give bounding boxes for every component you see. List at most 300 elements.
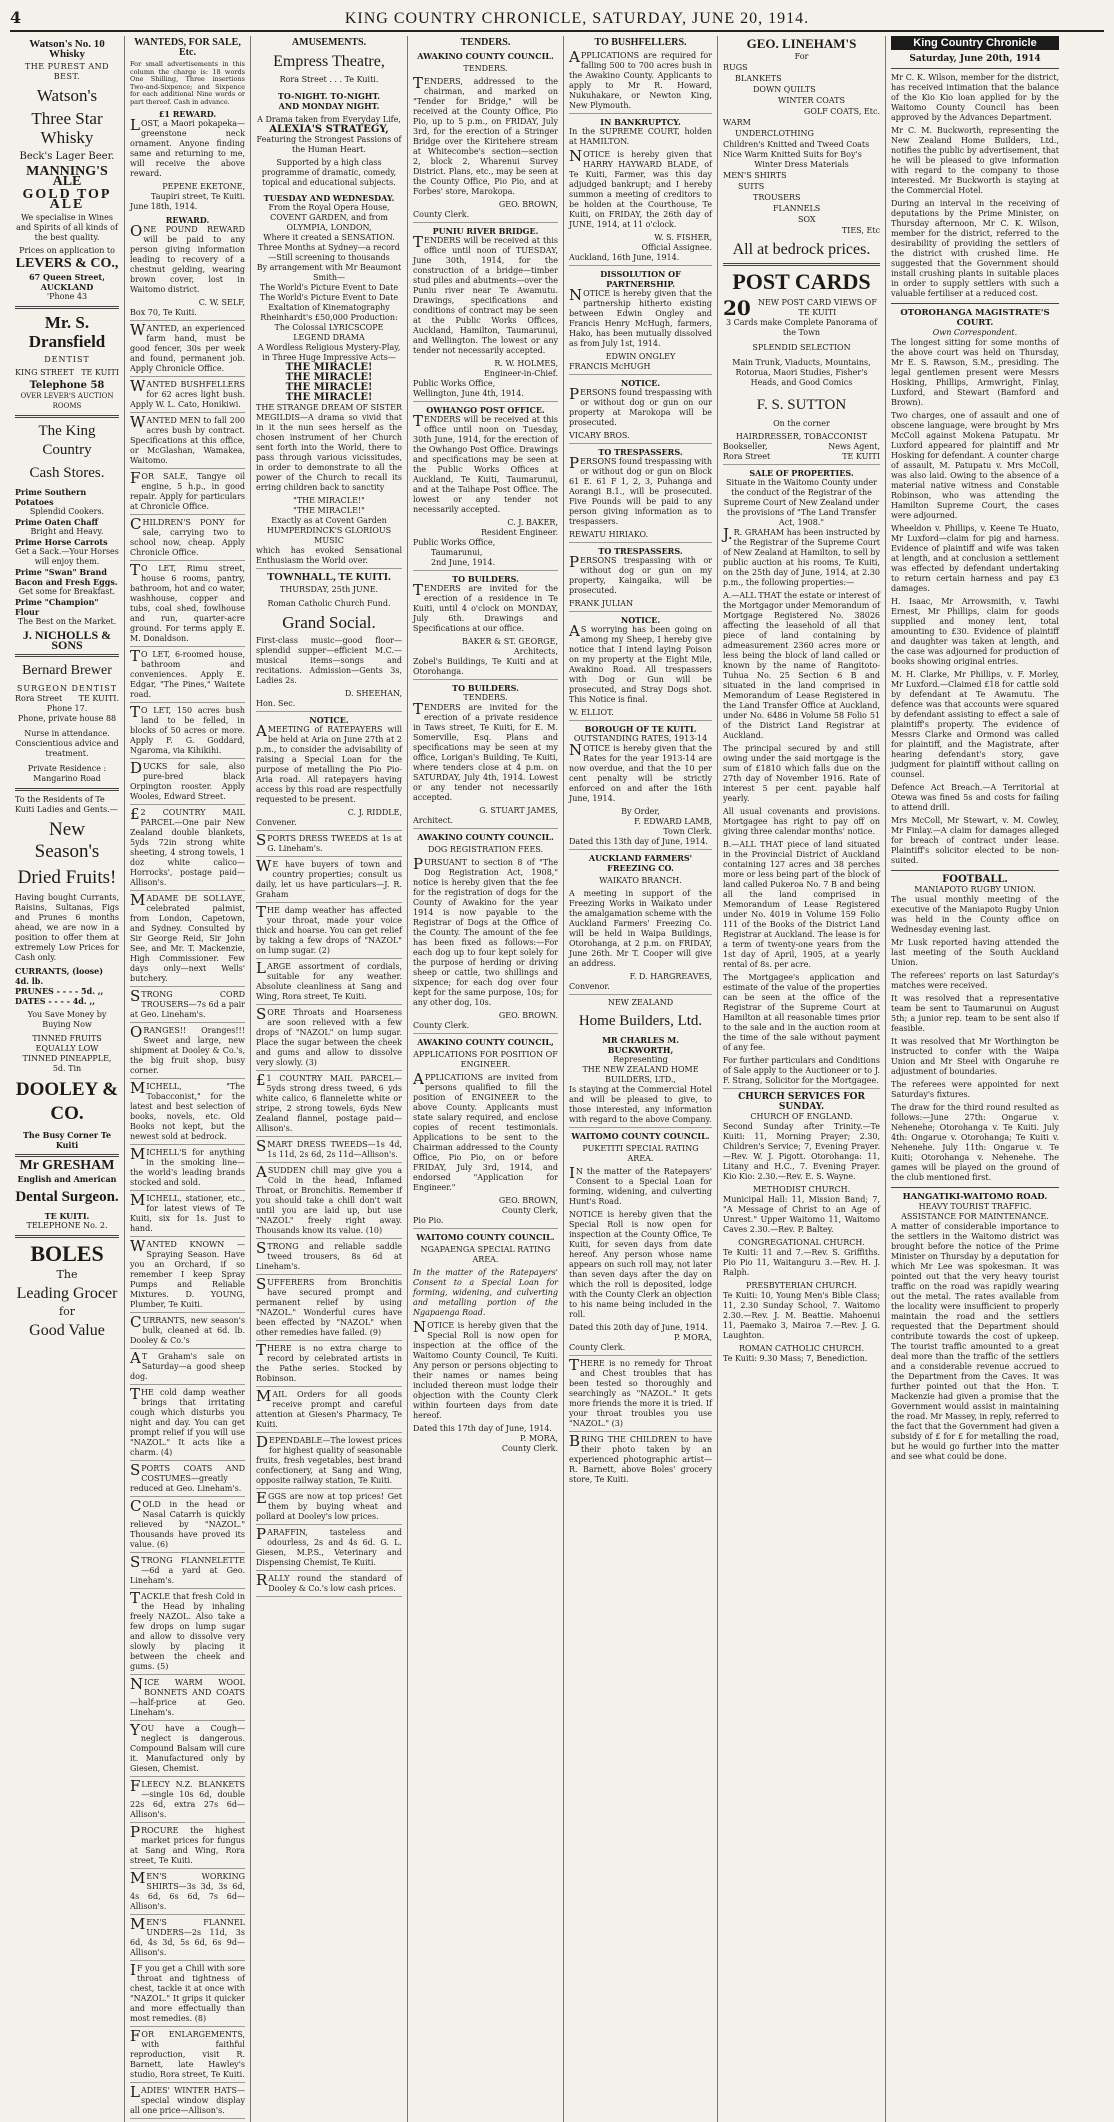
prime-chaff: Prime Oaten Chaff	[15, 517, 99, 527]
divider	[891, 68, 1059, 69]
cash-stores-line1: The King Country	[38, 423, 96, 458]
classified-ad: COLD in the head or Nasal Catarrh is quickly relieved by "NAZOL." Thousands have proved its value. (6)	[130, 1500, 245, 1553]
bridge-tender: TENDERS, addressed to the chairman, and marked on "Tender for Bridge," will be received at the County Office, Pio Pio, up to 5 p.m., on FRIDAY, July 3rd, for the erection of a Stringer Bridge over the Kiritehere stream at Whitecombe's section—section 2, block 2, Wharenui Survey District. Plans, etc., may be seen at the County Office, Pio Pio, and at Forbes' store, Marokopa.	[413, 74, 558, 196]
miracle-2: THE MIRACLE!	[285, 372, 373, 383]
sutton-address	[723, 452, 880, 465]
classified-ads	[130, 321, 245, 2119]
colossal-drama: The Colossal LYRICSCOPE LEGEND DRAMA	[274, 323, 384, 342]
boles-the: The	[56, 1268, 78, 1281]
winter-dress: Winter Dress Materials	[754, 160, 849, 169]
stuart-james: G. STUART JAMES,	[479, 806, 558, 815]
brewer-title: SURGEON DENTIST	[16, 684, 118, 693]
sale-situate: Situate in the Waitomo County under the conduct of the Registrar of the Supreme Court of New Zealand under the provisions of "The Land Transfer Act, 1908."	[723, 478, 880, 527]
court-p4: The longest sitting for some months of the above court was held on Thursday, Mr E. S. Rawson, S.M., presiding. The legal gentlemen present were Messrs Hosking, Phillips, Armwright, Finlay, Luxford, and Stewart (Bamford and Brown).	[891, 338, 1059, 407]
football-p16: The referees were appointed for next Saturday's fixtures.	[891, 1080, 1059, 1099]
divider	[15, 306, 119, 309]
congregational-body: Te Kuiti: 11 and 7.—Rev. S. Griffiths. Pio Pio 11, Waitanguru 3.—Rev. H. J. Ralph.	[723, 1248, 880, 1277]
column-1	[10, 36, 125, 2122]
busy-corner: The Busy Corner Te Kuiti	[22, 1130, 112, 1150]
outstanding-rates: OUTSTANDING RATES, 1913-14	[573, 734, 708, 743]
amusements-header: AMUSEMENTS.	[291, 37, 367, 48]
court-p5: Two charges, one of assault and one of obscene language, were brought by Mrs McColl against Mokena Patupatu. Mr Luxford appeared for plaintiff and Mr Hosking for defendant. A counter charge of assault, M. Patupatu v. Mrs McColl, was also laid. Owing to the absence of a material native witness and Constable Robinson, who was attending the Hamilton Supreme Court, the cases were adjourned.	[891, 411, 1059, 520]
brewer-address	[15, 694, 119, 704]
football-p13: The referees' reports on last Saturday's matches were received.	[891, 971, 1059, 990]
divider	[15, 1235, 119, 1238]
boles-name: BOLES	[30, 1241, 104, 1266]
official-assignee: Official Assignee.	[641, 243, 712, 252]
mora: P. MORA,	[674, 1333, 712, 1342]
miracle-3: THE MIRACLE!	[285, 382, 373, 393]
lot-b: B.—ALL THAT piece of land situated in the Provincial District of Auckland containing 127 acres and 38 perches more or less being part of the block of land called Pukeroa No. 7 B and being all the land comprised in Memorandum of Lease Registered under No. 4019 in Volume 159 Folio 111 of the Books of the District Land Registrar at Auckland. The lease is for a term of twenty-one years from the 1st day of April, 1905, at a yearly rental of 8s. per acre.	[723, 840, 880, 969]
dransfield-telephone: Telephone 58	[29, 380, 105, 391]
prime-carrots-sub: Get a Sack.—Your Horses will enjoy them.	[15, 547, 119, 566]
waikato-branch: WAIKATO BRANCH.	[599, 876, 682, 885]
to-builders-1: TO BUILDERS.	[452, 574, 519, 584]
dates-price: DATES - - - - 4d. ,,	[15, 996, 96, 1006]
hangatiki-p18: A matter of considerable importance to the settlers in the Waitomo district was brought before the notice of the Prime Minister on Thursday by a deputation for which Mr Lee was spokesman. It was pointed out that the very heavy tourist traffic on the road was rapidly wearing out the metal. The rates available from the locality were insufficient to properly maintain the road and the settlers requested that the Department should contribute towards the cost of upkeep. The tourist traffic amounted to a great deal more than the traffic of the settlers and a considerable revenue accrued to the Department from the Caves. It was further pointed out that the Hon. T. Mackenzie had given a promise that the Government would assist in maintaining the road. Mr Massey, in reply, referred to the fact that the Government had given a subsidy of £ for £ for metalling the road, but he would go further into the matter and see what could be done.	[891, 1222, 1059, 1461]
puketiti-matter: IN the matter of the Ratepayers' Consent to a Special Loan for forming, widening, and culverting Hunt's Road.	[569, 1164, 712, 1206]
enthusiasm: which has evoked Sensational Enthusiasm the World over.	[256, 546, 402, 569]
new-season-line2: Dried Fruits!	[17, 867, 117, 888]
classified-ads	[256, 831, 402, 1597]
levers-phone: 'Phone 43	[46, 292, 88, 301]
classified-ad: LARGE assortment of cordials, suitable for any weather. Absolute cleanliness at Sang and Wing, Rora street, Te Kuiti.	[256, 962, 402, 1005]
monday-night: AND MONDAY NIGHT.	[278, 101, 380, 111]
architects: Architects,	[513, 647, 558, 656]
classified-ad: THERE is no extra charge to record by celebrated artists in the Pathe series. Stocked by Robinson.	[256, 1344, 402, 1387]
dissolution-header: DISSOLUTION OF PARTNERSHIP.	[600, 269, 681, 289]
dransfield-name: Mr. S. Dransfield	[28, 313, 106, 351]
public-works-office: Public Works Office,	[413, 379, 496, 388]
conscientious-text: Conscientious advice and treatment.	[15, 739, 119, 758]
classified-ad: FLEECY N.Z. BLANKETS—single 10s 6d, double 22s 6d, extra 27s 6d—Allison's.	[130, 1780, 245, 1823]
owhango-body: TENDERS will be received at this office until noon on Tuesday, 30th June, 1914, for the erection of the Owhango Post Office. Drawings and specifications may be seen at the Public Works Offices at Auckland, Te Kuiti, Taumarunui, and at the Taihape Post Office. The lowest or any tender not necessarily accepted.	[413, 412, 558, 514]
classified-ad: MICHELL'S for anything in the smoking line—the world's leading brands stocked and sold.	[130, 1148, 245, 1191]
classified-ad: CURRANTS, new season's bulk, cleaned at 6d. lb. Dooley & Co.'s	[130, 1316, 245, 1349]
to-builders-2: TO BUILDERS.	[452, 683, 519, 693]
twenty: 20	[723, 296, 751, 320]
watson-ad-sub: THE PUREST AND BEST.	[24, 62, 110, 81]
classified-ad: TO LET, 150 acres bush land to be felled, in blocks of 50 acres or more. Apply F. G. Goddard, Ngaroma, via Kihikihi.	[130, 706, 245, 759]
classified-ad: RALLY round the standard of Dooley & Co.'s low cash prices.	[256, 1574, 402, 1597]
prime-chaff-sub: Bright and Heavy.	[30, 527, 104, 536]
save-money-text: You Save Money by Buying Now	[27, 1010, 107, 1029]
lot-b-particulars: For further particulars and Conditions of Sale apply to the Auctioneer or to J. F. Strang, Solicitor for the Mortgagee.	[723, 1056, 880, 1089]
dransfield-dentist: DENTIST	[44, 355, 90, 364]
new-cards-row	[723, 298, 880, 318]
by-order: By Order,	[621, 807, 660, 816]
specialise-text: We specialise in Wines and Spirits of all kinds of the best quality.	[16, 213, 118, 242]
cash-stores-line2: Cash Stores.	[29, 465, 105, 481]
classified-ad: STRONG and reliable saddle tweed trousers, 8s 6d at Lineham's.	[256, 1242, 402, 1275]
owhango-date: 2nd June, 1914.	[413, 558, 558, 571]
supreme-court: In the SUPREME COURT, holden at HAMILTON.	[569, 127, 712, 146]
taumarunui: Taumarunui,	[431, 548, 483, 557]
court-p7: H. Isaac, Mr Arrowsmith, v. Tawhi Ernest, Mr Phillips, claim for goods supplied and money lent, total amounting to £30. Evidence of plaintiff and daughter was taken at length, and the case was adjourned for production of books showing original entries.	[891, 597, 1059, 666]
engineer-in-chief: Engineer-in-Chief.	[483, 369, 558, 378]
alexia-strategy: ALEXIA'S STRATEGY,	[269, 124, 389, 135]
supported-text: Supported by a high class programme of dramatic, comedy, topical and educational subjects.	[261, 158, 397, 187]
court-p9: Defence Act Breach.—A Territorial at Otewa was fined 5s and costs for failing to attend drill.	[891, 783, 1059, 812]
news-agent: News Agent,	[828, 442, 880, 451]
church-services: CHURCH SERVICES FOR SUNDAY.	[738, 1092, 865, 1112]
classified-ad: THE cold damp weather brings that irritating cough which disturbs you night and day. You can get prompt relief if you will use "NAZOL." It acts like a charm. (4)	[130, 1388, 245, 1461]
ngapaenga-dated: Dated this 17th day of June, 1914.	[413, 1424, 552, 1433]
good-value: Good Value	[29, 1322, 105, 1339]
sensation: Where it created a SENSATION.	[263, 233, 395, 242]
buckworth-staying: Is staying at the Commercial Hotel and will be pleased to give, to those interested, any information with regard to the above Company.	[569, 1085, 712, 1128]
classified-ad: SORE Throats and Hoarseness are soon relieved with a few drops of "NAZOL" on lump sugar. Place the sugar between the cheek and gums and allow to dissolve very slowly. (3)	[256, 1008, 402, 1071]
rora-street: Rora Street	[723, 452, 771, 461]
brewer-phone: Phone 17.	[46, 704, 88, 713]
reward-one-pound: £1 REWARD.	[158, 109, 217, 119]
private-residence: Private Residence : Mangarino Road	[27, 764, 107, 783]
bring-children-ad: BRING THE CHILDREN to have their photo taken by an experienced photographic artist—R. Barnett, above Boles' grocery store, Te Kuiti.	[569, 1432, 712, 1484]
strange-dream: THE STRANGE DREAM OF SISTER MEGILDIS—A drama so vivid that in it the nun sees herself as the chosen instrument of her Church sent forth into the World, there to pass through various vicissitudes, in order to demonstrate to all the power of the Church to recall its erring children back to sanctity	[256, 403, 402, 492]
prime-potatoes-sub: Splendid Cookers.	[29, 507, 105, 516]
childrens-coats: Children's Knitted and Tweed Coats	[723, 140, 870, 149]
gresham-name: Mr GRESHAM	[19, 1158, 115, 1173]
over-levers: OVER LEVER'S AUCTION ROOMS	[20, 392, 114, 410]
editorial-p3: During an interval in the receiving of deputations by the Prime Minister, on Thursday afternoon, Mr C. K. Wilson, member for the district, referred to the desirability of providing the settlers of the district with crushed lime. He suggested that the Government should install crushing plants in suitable places in order to supply settlers with such a valuable fertiliser at a reduced cost.	[891, 199, 1059, 298]
maniapoto-union: MANIAPOTO RUGBY UNION.	[914, 885, 1036, 894]
column-6	[718, 36, 886, 2122]
classified-ad: IF you get a Chill with sore throat and tightness of chest, tackle it at once with "NAZOL." It grips it quicker and more effectually than most remedies. (8)	[130, 1964, 245, 2027]
methodist-body: Municipal Hall: 11, Mission Band; 7, "A Message of Christ to an Age of Unrest." Upper Waitomo 11, Waitomo Caves 2.30.—Rev. P. Baltey.	[723, 1195, 880, 1234]
waitomo-council: WAITOMO COUNTY COUNCIL.	[416, 1232, 555, 1242]
tenders-2: TENDERS.	[463, 693, 508, 702]
mens-item: TROUSERS	[753, 193, 801, 202]
humperdinck: Exactly as at Covent Garden HUMPERDINCK'S GLORIOUS MUSIC	[266, 516, 392, 545]
gresham-telephone: TELEPHONE No. 2.	[26, 1221, 108, 1230]
awakino-council-3: AWAKINO COUNTY COUNCIL,	[417, 1037, 554, 1047]
engineer-applications: APPLICATIONS FOR POSITION OF ENGINEER.	[413, 1050, 558, 1069]
watson2-line1: Watson's	[36, 86, 98, 105]
classified-ad: SPORTS DRESS TWEEDS at 1s at G. Lineham's.	[256, 834, 402, 857]
heavy-traffic: HEAVY TOURIST TRAFFIC.	[918, 1202, 1032, 1211]
leading-grocer: Leading Grocer	[16, 1285, 118, 1302]
views-list: Main Trunk, Viaducts, Mountains, Rotorua, Maori Studies, Fisher's Heads, and Good Comics	[732, 358, 871, 387]
court-p6: Wheeldon v. Phillips, v. Keene Te Huato, Mr Luxford—claim for pig and harness. Evidence of plaintiff and wife was taken at length, and at conclusion a settlement was effected by defendant undertaking to return certain harness and pay £3 damages.	[891, 524, 1059, 593]
trespassers-2: TO TRESPASSERS.	[598, 546, 683, 556]
classified-ad: MICHELL, "The Tobacconist," for the latest and best selection of books, novels, etc. Old Books not kept, but the newest sold at bedrock.	[130, 1082, 245, 1145]
miracle-6: "THE MIRACLE!"	[293, 506, 365, 515]
te-kuiti: TE KUITI.	[78, 694, 119, 703]
ratepayers-meeting: AMEETING of RATEPAYERS will be held at Aria on June 27th at 2 p.m., to consider the advisability of raising a Special Loan for the purpose of metalling the Pio Pio-Aria road. All ratepayers having access by this road are respectfully requested to be present.	[256, 722, 402, 804]
notice-header: NOTICE.	[309, 715, 349, 725]
owhango: OWHANGO POST OFFICE.	[426, 405, 545, 415]
lot-b-mortgagee: The Mortgagee's application and estimate of the value of the properties can be seen at the office of the Registrar of the Supreme Court at Hamilton at all reasonable times prior to the sale and in the auction room at the time of the sale without payment of any fee.	[723, 973, 880, 1052]
trespassers-1-body: PERSONS found trespassing with or without dog or gun on Block 61 E. 61 F 1, 2, 3, Puhanga and Aorangi B.1., will be prosecuted. Five Pounds will be paid to any person giving information as to trespassers.	[569, 454, 712, 526]
bankruptcy-body: NOTICE is hereby given that HARRY HAYWARD BLADE, of Te Kuiti, Farmer, was this day adjudged bankrupt; and I hereby summon a meeting of creditors to be holden at the Courthouse, Te Kuiti, on FRIDAY, the 26th day of JUNE, 1914, at 11 o'clock.	[569, 147, 712, 229]
drama-intro: A Drama taken from Everyday Life,	[257, 115, 401, 124]
classified-ad: WANTED BUSHFELLERS for 62 acres light bush. Apply W. L. Cato, Honikiwi.	[130, 380, 245, 413]
classified-ad: YOU have a Cough—neglect is dangerous. Compound Balsam will cure it. Manufactured only by Giesen, Chemist.	[130, 1724, 245, 1777]
lineham-item: GOLF COATS, Etc.	[803, 107, 880, 116]
mens-item: SOX	[798, 215, 816, 224]
holmes: R. W. HOLMES,	[494, 359, 558, 368]
classified-ad: STRONG CORD TROUSERS—7s 6d a pair at Geo. Lineham's.	[130, 990, 245, 1023]
hangatiki-header: HANGATIKI-WAITOMO ROAD.	[902, 1192, 1048, 1202]
county-clerk-4: County Clerk.	[501, 1444, 558, 1453]
reward-header: REWARD.	[165, 215, 210, 225]
classified-ad: STRONG FLANNELETTE—6d a yard at Geo. Lineham's.	[130, 1556, 245, 1589]
divider	[15, 654, 119, 657]
miracle-5: "THE MIRACLE!"	[293, 496, 365, 505]
lost-notice: LOST, a Maori pokapeka—greenstone neck ornament. Anyone finding same and returning to me, will receive the above reward.	[130, 116, 245, 178]
county-clerk-2: County Clerk.	[413, 1021, 558, 1034]
classified-ad: WANTED KNOWN — Spraying Season. Have you an Orchard, if so remember I keep Spray Pumps and Reliable Mixtures. D. YOUNG, Plumber, Te Kuiti.	[130, 1240, 245, 1313]
mens-item: MEN'S SHIRTS	[723, 171, 787, 180]
sale-properties: SALE OF PROPERTIES.	[749, 468, 854, 478]
masthead	[10, 8, 1104, 32]
currants-price: CURRANTS, (loose) 4d. lb.	[15, 966, 104, 986]
chronicle-banner: King Country Chronicle	[891, 36, 1059, 50]
lost-date: June 18th, 1914.	[130, 202, 198, 211]
classified-ad: WANTED MEN to fall 200 acres bush by contract. Specifications at this office, or McGlashan, Wamakea, Waitomo.	[130, 416, 245, 469]
vicary-bros: VICARY BROS.	[569, 431, 712, 444]
from-royal: From the Royal Opera House, COVENT GARDEN, and from OLYMPIA, LONDON,	[268, 203, 390, 232]
classified-ad: ASUDDEN chill may give you a Cold in the head, Inflamed Throat, or Bronchitis. Remember if you should take a chill don't wait until you are laid up, but use "NAZOL" freely right away. Thousands know its value. (10)	[256, 1166, 402, 1239]
classified-ad: CHILDREN'S PONY for sale, carrying two to school now, cheap. Apply Chronicle Office.	[130, 518, 245, 561]
presbyterian-body: Te Kuiti: 10, Young Men's Bible Class; 11, 2.30 Sunday School, 7. Waitomo 2.30.—Rev. J. M. Beattie. Mahoenui 11, Paemako 3, Mairoa 7.—Rev. J. G. Laughton.	[723, 1291, 880, 1340]
auckland-date: Auckland, 16th June, 1914.	[569, 253, 712, 266]
sutton-trades	[723, 442, 880, 452]
classified-ad: AT Graham's sale on Saturday—a good sheep dog.	[130, 1352, 245, 1385]
classified-ad: NICE WARM WOOL BONNETS AND COATS—half-price at Geo. Lineham's.	[130, 1678, 245, 1721]
lost-address: Taupiri street, Te Kuiti.	[151, 192, 245, 201]
three-months: Three Months at Sydney—a record—Still screening to thousands	[258, 243, 400, 262]
divider	[891, 870, 1059, 871]
dog-fees-body: PURSUANT to section 8 of "The Dog Registration Act, 1908," notice is hereby given that the fee for the registration of dogs for the County of Awakino for the year 1914 is now payable to the Registrar of Dogs at the Office of the County. The amount of the fee has been fixed as follows:—For each dog up to four kept solely for the purpose of herding or driving sheep or cattle, two shillings and sixpence; for each dog over four kept for the same purpose, 10s; for any other dog, 10s.	[413, 855, 558, 1007]
classified-ad: WANTED, an experienced farm hand, must be good fencer, 30s per week and found, permanent job. Apply Chronicle Office.	[130, 324, 245, 377]
classified-ad: SMART DRESS TWEEDS—1s 4d, 1s 11d, 2s 6d, 2s 11d—Allison's.	[256, 1140, 402, 1163]
farmers-freezing: AUCKLAND FARMERS' FREEZING CO.	[588, 853, 693, 873]
mchugh: FRANCIS McHUGH	[569, 362, 712, 375]
lineham-item: BLANKETS	[735, 74, 782, 83]
editorial-date: Saturday, June 20th, 1914	[909, 54, 1041, 64]
wordless-play: A Wordless Religious Mystery-Play, in Three Huge Impressive Acts—	[257, 343, 401, 362]
by-arrangement: By arrangement with Mr Beaumont Smith—	[256, 263, 402, 282]
wanteds-header: WANTEDS, FOR SALE, Etc.	[134, 37, 241, 58]
church-of-england: CHURCH OF ENGLAND.	[750, 1112, 853, 1121]
bankruptcy-header: IN BANKRUPTCY.	[600, 117, 681, 127]
convener: Convener.	[256, 818, 402, 831]
bushfellers-body: APPLICATIONS are required for falling 500 to 700 acres bush in the Awakino County. Applicants to apply to Mr R. Howard, Nukuhakare, or Newton King, New Plymouth.	[569, 51, 712, 114]
ongley: EDWIN ONGLEY	[605, 352, 676, 361]
tonight-line: TO-NIGHT. TO-NIGHT.	[277, 91, 381, 101]
assistance-maintenance: ASSISTANCE FOR MAINTENANCE.	[901, 1212, 1049, 1221]
equally-low: EQUALLY LOW	[35, 1044, 99, 1053]
ngapaenga-area: NGAPAENGA SPECIAL RATING AREA.	[420, 1245, 551, 1264]
on-corner: On the corner	[773, 419, 830, 428]
thursday-date: THURSDAY, 25th JUNE.	[279, 585, 379, 594]
puketiti-area: PUKETITI SPECIAL RATING AREA.	[582, 1144, 699, 1163]
tenders-header: TENDERS.	[460, 37, 511, 48]
watson2-line2: Three Star Whisky	[31, 109, 103, 147]
column-2	[125, 36, 251, 2122]
classified-ad: LADIES' WINTER HATS—special window display all one price—Allison's.	[130, 2086, 245, 2119]
court-p10: Mrs McColl, Mr Stewart, v. M. Cowley, Mr Finlay.—A claim for damages alleged for breach of contract under lease. Plaintiff's solicitor elected to be non-suited.	[891, 816, 1059, 865]
editorial-p1: Mr C. K. Wilson, member for the district, has received intimation that the balance of the Kio Kio loan applied for by the Waitomo County Council has been approved by the Advances Department.	[891, 73, 1059, 122]
baker-st-george: BAKER & ST. GEORGE,	[461, 637, 558, 646]
divider	[15, 788, 119, 791]
builders-1-body: TENDERS are invited for the erection of a residence in Te Kuiti, until 4 o'clock on MONDAY, July 6th. Drawings and Specifications at our office.	[413, 581, 558, 633]
brown-3: GEO. BROWN,	[498, 1196, 558, 1205]
english-american: English and American	[17, 1174, 117, 1184]
football-p17: The draw for the third round resulted as follows:—June 27th: Ongarue v. Nehenehe; Otorohanga v. Te Kuiti. July 4th: Ongarue v. Otorohanga; Te Kuiti v. Nehenehe. July 11th: Ongarue v. Te Kuiti; Otorohanga v. Nehenehe. The games will be played on the ground of the club mentioned first.	[891, 1103, 1059, 1182]
classified-ad: MEN'S FLANNEL UNDERS—2s 11d, 3s 6d, 4s 3d, 5s 6d, 6s 9d—Allison's.	[130, 1918, 245, 1961]
classified-ad: MICHELL, stationer, etc., for latest views of Te Kuiti, six for 1s. Just to hand.	[130, 1194, 245, 1237]
baker: C. J. BAKER,	[507, 518, 558, 527]
dissolution-body: NOTICE is hereby given that the partnership hitherto existing between Edwin Ongley and Francis Henry McHugh, farmers, Hako, has been mutually dissolved as from July 1st, 1914.	[569, 286, 712, 348]
townhall: TOWNHALL, TE KUITI.	[267, 571, 391, 583]
football-p12: Mr Lusk reported having attended the last meeting of the South Auckland Union.	[891, 938, 1059, 967]
zobel-buildings: Zobel's Buildings, Te Kuiti and at Otorohanga.	[413, 657, 558, 680]
awakino-council: AWAKINO COUNTY COUNCIL.	[417, 51, 554, 61]
classified-ad: SPORTS COATS AND COSTUMES—greatly reduced at Geo. Lineham's.	[130, 1464, 245, 1497]
court-p8: M. H. Clarke, Mr Phillips, v. F. Morley, Mr Luxford.—Claimed £18 for cattle sold by defendant at Te Awamutu. The defence was that accounts were squared by defendant assisting to effect a sale of plaintiff's property. The evidence of Messrs Clarke and Ormond was called for plaintiff, and the Magistrate, after hearing defendant's story, gave judgment for plaintiff without calling on counsel.	[891, 670, 1059, 779]
classified-ad: SUFFERERS from Bronchitis have secured prompt and permanent relief by using "NAZOL." Wonderful cures have been effected by "NAZOL" when other remedies have failed. (9)	[256, 1278, 402, 1341]
wellington-date: Wellington, June 4th, 1914.	[413, 389, 558, 402]
bedrock-prices: All at bedrock prices.	[732, 241, 871, 258]
empress-theatre: Empress Theatre,	[273, 53, 385, 70]
one-pound-reward: ONE POUND REWARD will be paid to any person giving information leading to recovery of a chestnut gelding, wearing brown cover, lost in Waitomo district.	[130, 222, 245, 294]
dental-surgeon: Dental Surgeon.	[15, 1189, 119, 1205]
classified-ad: TACKLE that fresh Cold in the Head by inhaling freely NAZOL. Also take a few drops on lump sugar and allow to dissolve very slowly by placing it between the cheek and gums. (5)	[130, 1592, 245, 1675]
gold-top-ale: GOLD TOP ALE	[22, 187, 112, 212]
lot-a: A.—ALL THAT the estate or interest of the Mortgagor under Memorandum of Mortgage Registered No. 38026 affecting the leasehold of all that piece of land containing by admeasurement 2360 acres more or less being the block of land called or known by the name of Rangitoto-Tuhua No. 25 Section 6 B and situated in the land comprised in Memorandum of Lease Registered in the Land Transfer Office at Auckland, under No. 6486 in Volume 58 Folio 51 of the District Land Registrar at Auckland.	[723, 591, 880, 740]
mannings-ale: MANNING'S ALE	[26, 164, 108, 189]
bushfellers-header: TO BUSHFELLERS.	[594, 37, 687, 48]
prime-carrots: Prime Horse Carrots	[15, 537, 108, 547]
tinned-pineapple: TINNED PINEAPPLE, 5d. Tin	[22, 1054, 112, 1073]
classified-ad: ORANGES!! Oranges!!! Sweet and large, new shipment at Dooley & Co.'s, the big fruit shop, busy corner.	[130, 1026, 245, 1079]
wanteds-terms: For small advertisements in this column the charge is: 18 words One Shilling, Three insertions Two-and-Sixpence; and Sixpence for each additional Nine words or part thereof. Cash in advance.	[130, 60, 245, 106]
classified-ad: TO LET, Rimu street, house 6 rooms, pantry, bathroom, hot and co water, washhouse, copper and tubs, coal shed, fowlhouse and run, quarter-acre ground. For terms apply E. M. Donaldson.	[130, 564, 245, 647]
divider	[15, 415, 119, 418]
dooley-name: DOOLEY & CO.	[15, 1079, 119, 1124]
pio-pio: Pio Pio.	[413, 1216, 558, 1229]
architect: Architect.	[413, 816, 558, 829]
lot-a-covenants: All usual covenants and provisions. Mortgagee has right to pay off on giving three calendar months' notice.	[723, 807, 880, 836]
post-cards: POST CARDS	[732, 269, 871, 294]
three-cards: 3 Cards make Complete Panorama of the Town	[725, 318, 878, 337]
hargreaves: F. D. HARGREAVES,	[629, 972, 712, 981]
applications-body: APPLICATIONS are invited from persons qualified to fill the position of ENGINEER to the above County. Applicants must state salary required, and enclose copies of recent testimonials. Applications to be sent to the Chairman addressed to the County Office, Pio Pio, on or before FRIDAY, July 3rd, 1914, and endorsed "Application for Engineer."	[413, 1070, 558, 1192]
hon-sec: Hon. Sec.	[256, 699, 402, 712]
hairdresser: HAIRDRESSER, TOBACCONIST	[735, 432, 868, 441]
lineham-item: WINTER COATS	[778, 96, 845, 105]
rc-body: Te Kuiti: 9.30 Mass; 7, Benediction.	[723, 1354, 868, 1363]
notice-2-body: AS worrying has been going on among my Sheep, I hereby give notice that I intend laying Poison on my property at the Eight Mile, Awakino Road. All trespassers with Dog or Gun will be prosecuted, and Stray Dogs shot. This Notice is final.	[569, 622, 712, 704]
new-post-cards: NEW POST CARD VIEWS OF TE KUITI	[757, 298, 877, 317]
becks-lager: Beck's Lager Beer.	[19, 151, 115, 162]
featuring: Featuring the Strongest Passions of the Human Heart.	[256, 135, 402, 154]
column-3	[251, 36, 408, 2122]
mora: P. MORA,	[520, 1434, 558, 1443]
classified-ad: MAIL Orders for all goods receive prompt and careful attention at Giesen's Pharmacy, Te Kuiti.	[256, 1390, 402, 1433]
classified-ad: MADAME DE SOLLAYE, celebrated palmist, from London, Capetown, and Sydney. Consulted by Sir George Reid, Sir John See, and Mr. T. Mackenzie, High Commissioner. Few days only—next Wells' butchery.	[130, 894, 245, 987]
divider	[891, 1187, 1059, 1188]
te-kuiti: TE KUITI	[842, 452, 880, 461]
empress-address: Rora Street . . . Te Kuiti.	[279, 75, 379, 84]
congregational: CONGREGATIONAL CHURCH.	[738, 1238, 865, 1247]
classified-ad: THE damp weather has affected your throat, made your voice thick and hoarse. You can get relief by taking a few drops of "NAZOL" on lump sugar. (2)	[256, 906, 402, 959]
boys-suits: Nice Warm Knitted Suits for Boy's	[723, 150, 862, 159]
puniu-bridge: PUNIU RIVER BRIDGE.	[432, 226, 539, 236]
presbyterian: PRESBYTERIAN CHURCH.	[746, 1281, 857, 1290]
columns	[10, 36, 1104, 2115]
borough-header: BOROUGH OF TE KUITI.	[584, 724, 697, 734]
buckworth: MR CHARLES M. BUCKWORTH,	[602, 1035, 679, 1055]
prime-potatoes: Prime Southern Potatoes	[15, 487, 87, 507]
graham-auction: J.R. GRAHAM has been instructed by the Registrar of the Supreme Court of New Zealand at Hamilton, to sell by public auction at his rooms, Te Kuiti, on the 25th day of June, 1914, at 2.30 p.m., the following properties:—	[723, 525, 880, 587]
riddle: C. J. RIDDLE,	[347, 808, 402, 817]
reward-self: C. W. SELF,	[198, 298, 245, 307]
convenor: Convenor.	[569, 982, 712, 995]
gresham-town: TE KUITI.	[44, 1211, 90, 1221]
notice-header: NOTICE.	[620, 378, 661, 388]
tuesday-wednesday: TUESDAY AND WEDNESDAY.	[263, 193, 395, 203]
fisher: W. S. FISHER,	[654, 233, 712, 242]
w-elliot: W. ELLIOT.	[569, 708, 712, 721]
mens-item: TIES, Etc	[841, 226, 880, 235]
classified-ad: EGGS are now at top prices! Get them by buying wheat and pollard at Dooley's low prices.	[256, 1492, 402, 1525]
new-season-line1: New Season's	[34, 819, 100, 862]
rewatu: REWATU HIRIAKO.	[569, 530, 712, 543]
frank-julian: FRANK JULIAN	[569, 599, 712, 612]
divider	[723, 263, 880, 266]
te-kuiti: TE KUITI	[81, 368, 119, 377]
representing: Representing	[613, 1055, 668, 1064]
divider	[891, 303, 1059, 304]
classified-ad: TO LET, 6-roomed house, bathroom and conveniences. Apply E. Edgar, "The Pines," Waitete road.	[130, 650, 245, 703]
home-builders: Home Builders, Ltd.	[578, 1013, 703, 1029]
classified-ad: FOR SALE, Tangye oil engine, 5 h.p., in good repair. Apply for particulars at Chronicle Office.	[130, 472, 245, 515]
sutton-name: F. S. SUTTON	[756, 397, 847, 413]
prunes-price: PRUNES - - - - 5d. ,,	[15, 986, 104, 996]
classified-ad: £2 COUNTRY MAIL PARCEL—One pair New Zealand double blankets, 5yds 72in strong white sheeting, 4 strong towels, 1 doz white calico—Horrocks', postage paid—Allison's.	[130, 808, 245, 891]
puniu-body: TENDERS will be received at this office until noon of TUESDAY, June 30th, 1914, for the construction of a bridge—timber stud piles and abutments—over the Puniu river near Te Awamutu. Drawings, specifications and conditions of contract may be seen at the Public Works Offices, Auckland, Hamilton, Taumarunui, and Wellington. The lowest or any tender not necessarily accepted.	[413, 233, 558, 355]
classified-ad: WE have buyers of town and country properties; consult us daily, let us have particulars—J. R. Graham	[256, 860, 402, 903]
public-works-office-2: Public Works Office,	[413, 538, 496, 547]
puketiti-notice: NOTICE is hereby given that the Special Roll is now open for inspection at the County Office, Te Kuiti, for seven days from date hereof. Any person whose name appears on such roll may, not later than seven days after the day on which the roll is deposited, lodge with the County Clerk an objection to his name being included in the roll.	[569, 1210, 712, 1319]
bookseller: Bookseller,	[723, 442, 768, 451]
town-clerk: Town Clerk.	[663, 827, 712, 836]
dransfield-address	[15, 368, 119, 378]
king-street: KING STREET	[15, 368, 74, 377]
brewer-name: Bernard Brewer	[22, 663, 112, 678]
page-number: 4	[10, 8, 22, 27]
watson-ad-title: Watson's No. 10 Whisky	[29, 38, 105, 60]
farmers-body: A meeting in support of the Freezing Works in Waikato under the amalgamation scheme with the Auckland Farmers' Freezing Co. will be held in Waipa Buildings, Otorohanga, at 2 p.m. on FRIDAY, June 26th. Mr T. Cooper will give an address.	[569, 889, 712, 968]
residents-text: To the Residents of Te Kuiti Ladies and Gents.—	[15, 795, 118, 814]
mens-items	[723, 171, 880, 236]
brown: GEO. BROWN,	[498, 200, 558, 209]
prime-flour: Prime "Champion" Flour	[15, 597, 99, 617]
county-clerk-3: County Clerk,	[501, 1206, 558, 1215]
boles-for: for	[59, 1305, 75, 1318]
notice-body: PERSONS found trespassing with or without dog or gun on our property at Marokopa will be prosecuted.	[569, 385, 712, 427]
ngapaenga-matter: In the matter of the Ratepayers' Consent to a Special Loan for forming, widening, and culverting and metalling portion of the Ngapaenga Road.	[413, 1268, 558, 1317]
rora-street: Rora Street	[15, 694, 63, 703]
awakino-council-2: AWAKINO COUNTY COUNCIL.	[417, 832, 554, 842]
lineham-item: DOWN QUILTS	[753, 85, 816, 94]
classified-ad: MEN'S WORKING SHIRTS—3s 3d, 3s 6d, 4s 6d, 6s 6d, 7s 6d—Allison's.	[130, 1872, 245, 1915]
lineham-for: For	[794, 52, 809, 61]
nazol-ad: THERE is no remedy for Throat and Chest troubles that has been tested so thoroughly and searchingly as "NAZOL." It gets more friends the more it is tried. If your throat troubles you use "NAZOL." (3)	[569, 1359, 712, 1432]
